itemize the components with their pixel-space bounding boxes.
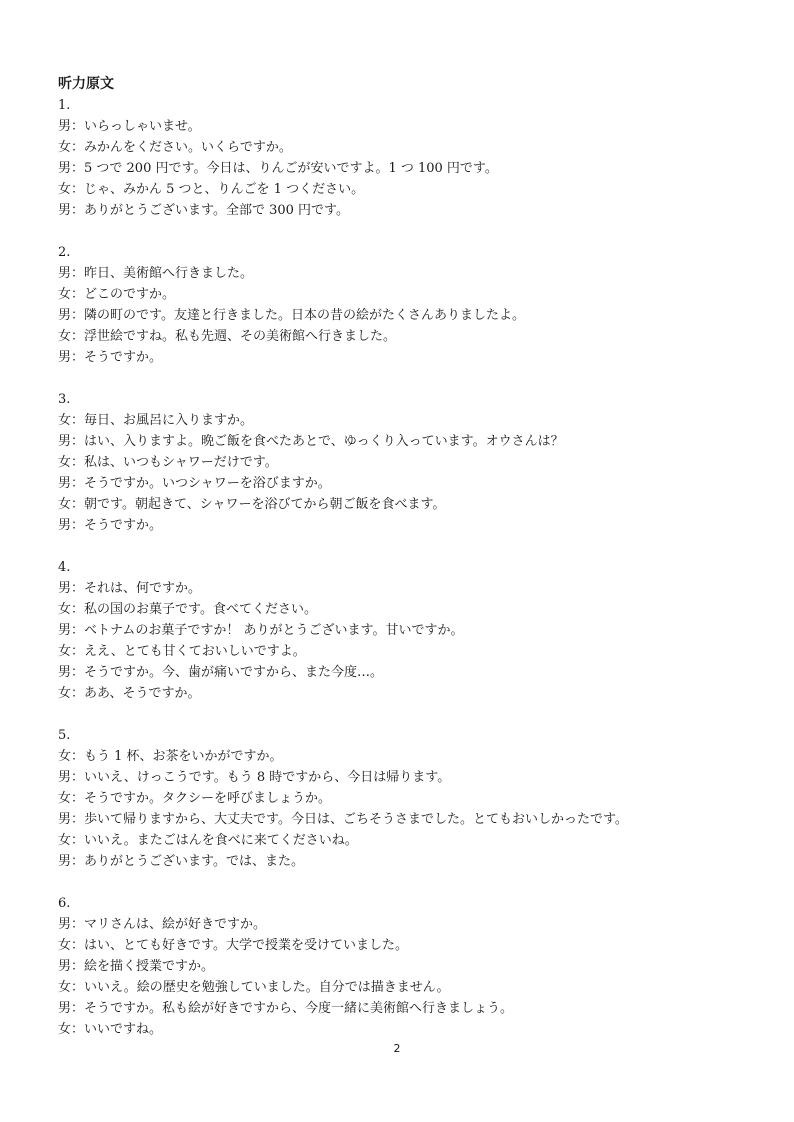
dialogue-line: 男：マリさんは、絵が好きですか。 <box>58 917 267 932</box>
dialogue-line: 男：そうですか。 <box>58 350 163 365</box>
dialogue-line: 男：隣の町のです。友達と行きました。日本の昔の絵がたくさんありましたよ。 <box>58 308 525 323</box>
dialogue-line: 男：ベトナムのお菓子ですか！ ありがとうございます。甘いですか。 <box>58 623 464 638</box>
dialogue-number: 5. <box>58 728 71 743</box>
dialogue-number: 3. <box>58 392 71 407</box>
dialogue-section <box>58 893 748 1040</box>
dialogue-line: 女：いいえ。またごはんを食べに来てくださいね。 <box>58 833 358 848</box>
dialogue-line: 男：歩いて帰りますから、大丈夫です。今日は、ごちそうさまでした。とてもおいしかったです。 <box>58 812 628 827</box>
dialogue-number: 2. <box>58 245 71 260</box>
dialogue-number: 6. <box>58 896 71 911</box>
dialogue-line: 男：いらっしゃいませ。 <box>58 119 201 134</box>
dialogue-section <box>58 725 748 872</box>
transcript-page <box>58 74 748 1061</box>
dialogue-line: 男：いいえ、けっこうです。もう 8 時ですから、今日は帰ります。 <box>58 770 451 785</box>
page-number: 2 <box>393 1042 401 1055</box>
dialogue-line: 男：そうですか。今、歯が痛いですから、また今度…。 <box>58 665 384 680</box>
dialogue-section <box>58 242 748 368</box>
dialogue-line: 女：浮世絵ですね。私も先週、その美術館へ行きました。 <box>58 329 397 344</box>
dialogue-section <box>58 389 748 536</box>
dialogue-line: 女：いいですね。 <box>58 1022 163 1037</box>
dialogue-line: 女：もう 1 杯、お茶をいかがですか。 <box>58 749 283 764</box>
dialogue-line: 女：みかんをください。いくらですか。 <box>58 140 292 155</box>
dialogue-line: 女：そうですか。タクシーを呼びましょうか。 <box>58 791 332 806</box>
dialogue-section <box>58 95 748 221</box>
dialogue-line: 女：じゃ、みかん 5 つと、りんごを 1 つください。 <box>58 182 365 197</box>
dialogue-line: 女：はい、とても好きです。大学で授業を受けていました。 <box>58 938 408 953</box>
dialogue-section <box>58 557 748 704</box>
dialogue-line: 女：私は、いつもシャワーだけです。 <box>58 455 278 470</box>
dialogue-line: 女：ああ、そうですか。 <box>58 686 201 701</box>
dialogue-number: 4. <box>58 560 71 575</box>
dialogue-line: 女：どこのですか。 <box>58 287 176 302</box>
dialogue-line: 男：はい、入りますよ。晩ご飯を食べたあとで、ゆっくり入っています。オウさんは？ <box>58 434 564 449</box>
dialogue-line: 男：ありがとうございます。全部で 300 円です。 <box>58 203 349 218</box>
dialogue-line: 男：そうですか。 <box>58 518 163 533</box>
dialogue-line: 男：5 つで 200 円です。今日は、りんごが安いですよ。1 つ 100 円です。 <box>58 161 498 176</box>
dialogue-line: 男：絵を描く授業ですか。 <box>58 959 215 974</box>
dialogue-line: 女：毎日、お風呂に入りますか。 <box>58 413 254 428</box>
page-title: 听力原文 <box>58 76 114 92</box>
dialogue-line: 女：いいえ。絵の歴史を勉強していました。自分では描きません。 <box>58 980 450 995</box>
dialogue-line: 女：ええ、とても甘くておいしいですよ。 <box>58 644 306 659</box>
dialogue-line: 女：朝です。朝起きて、シャワーを浴びてから朝ご飯を食べます。 <box>58 497 446 512</box>
dialogue-number: 1. <box>58 98 71 113</box>
dialogue-line: 男：昨日、美術館へ行きました。 <box>58 266 254 281</box>
dialogue-line: 男：そうですか。私も絵が好きですから、今度一緒に美術館へ行きましょう。 <box>58 1001 514 1016</box>
dialogue-line: 男：そうですか。いつシャワーを浴びますか。 <box>58 476 331 491</box>
dialogue-line: 女：私の国のお菓子です。食べてください。 <box>58 602 317 617</box>
dialogue-line: 男：それは、何ですか。 <box>58 581 202 596</box>
dialogue-line: 男：ありがとうございます。では、また。 <box>58 854 304 869</box>
dialogue-sections <box>58 95 748 1040</box>
